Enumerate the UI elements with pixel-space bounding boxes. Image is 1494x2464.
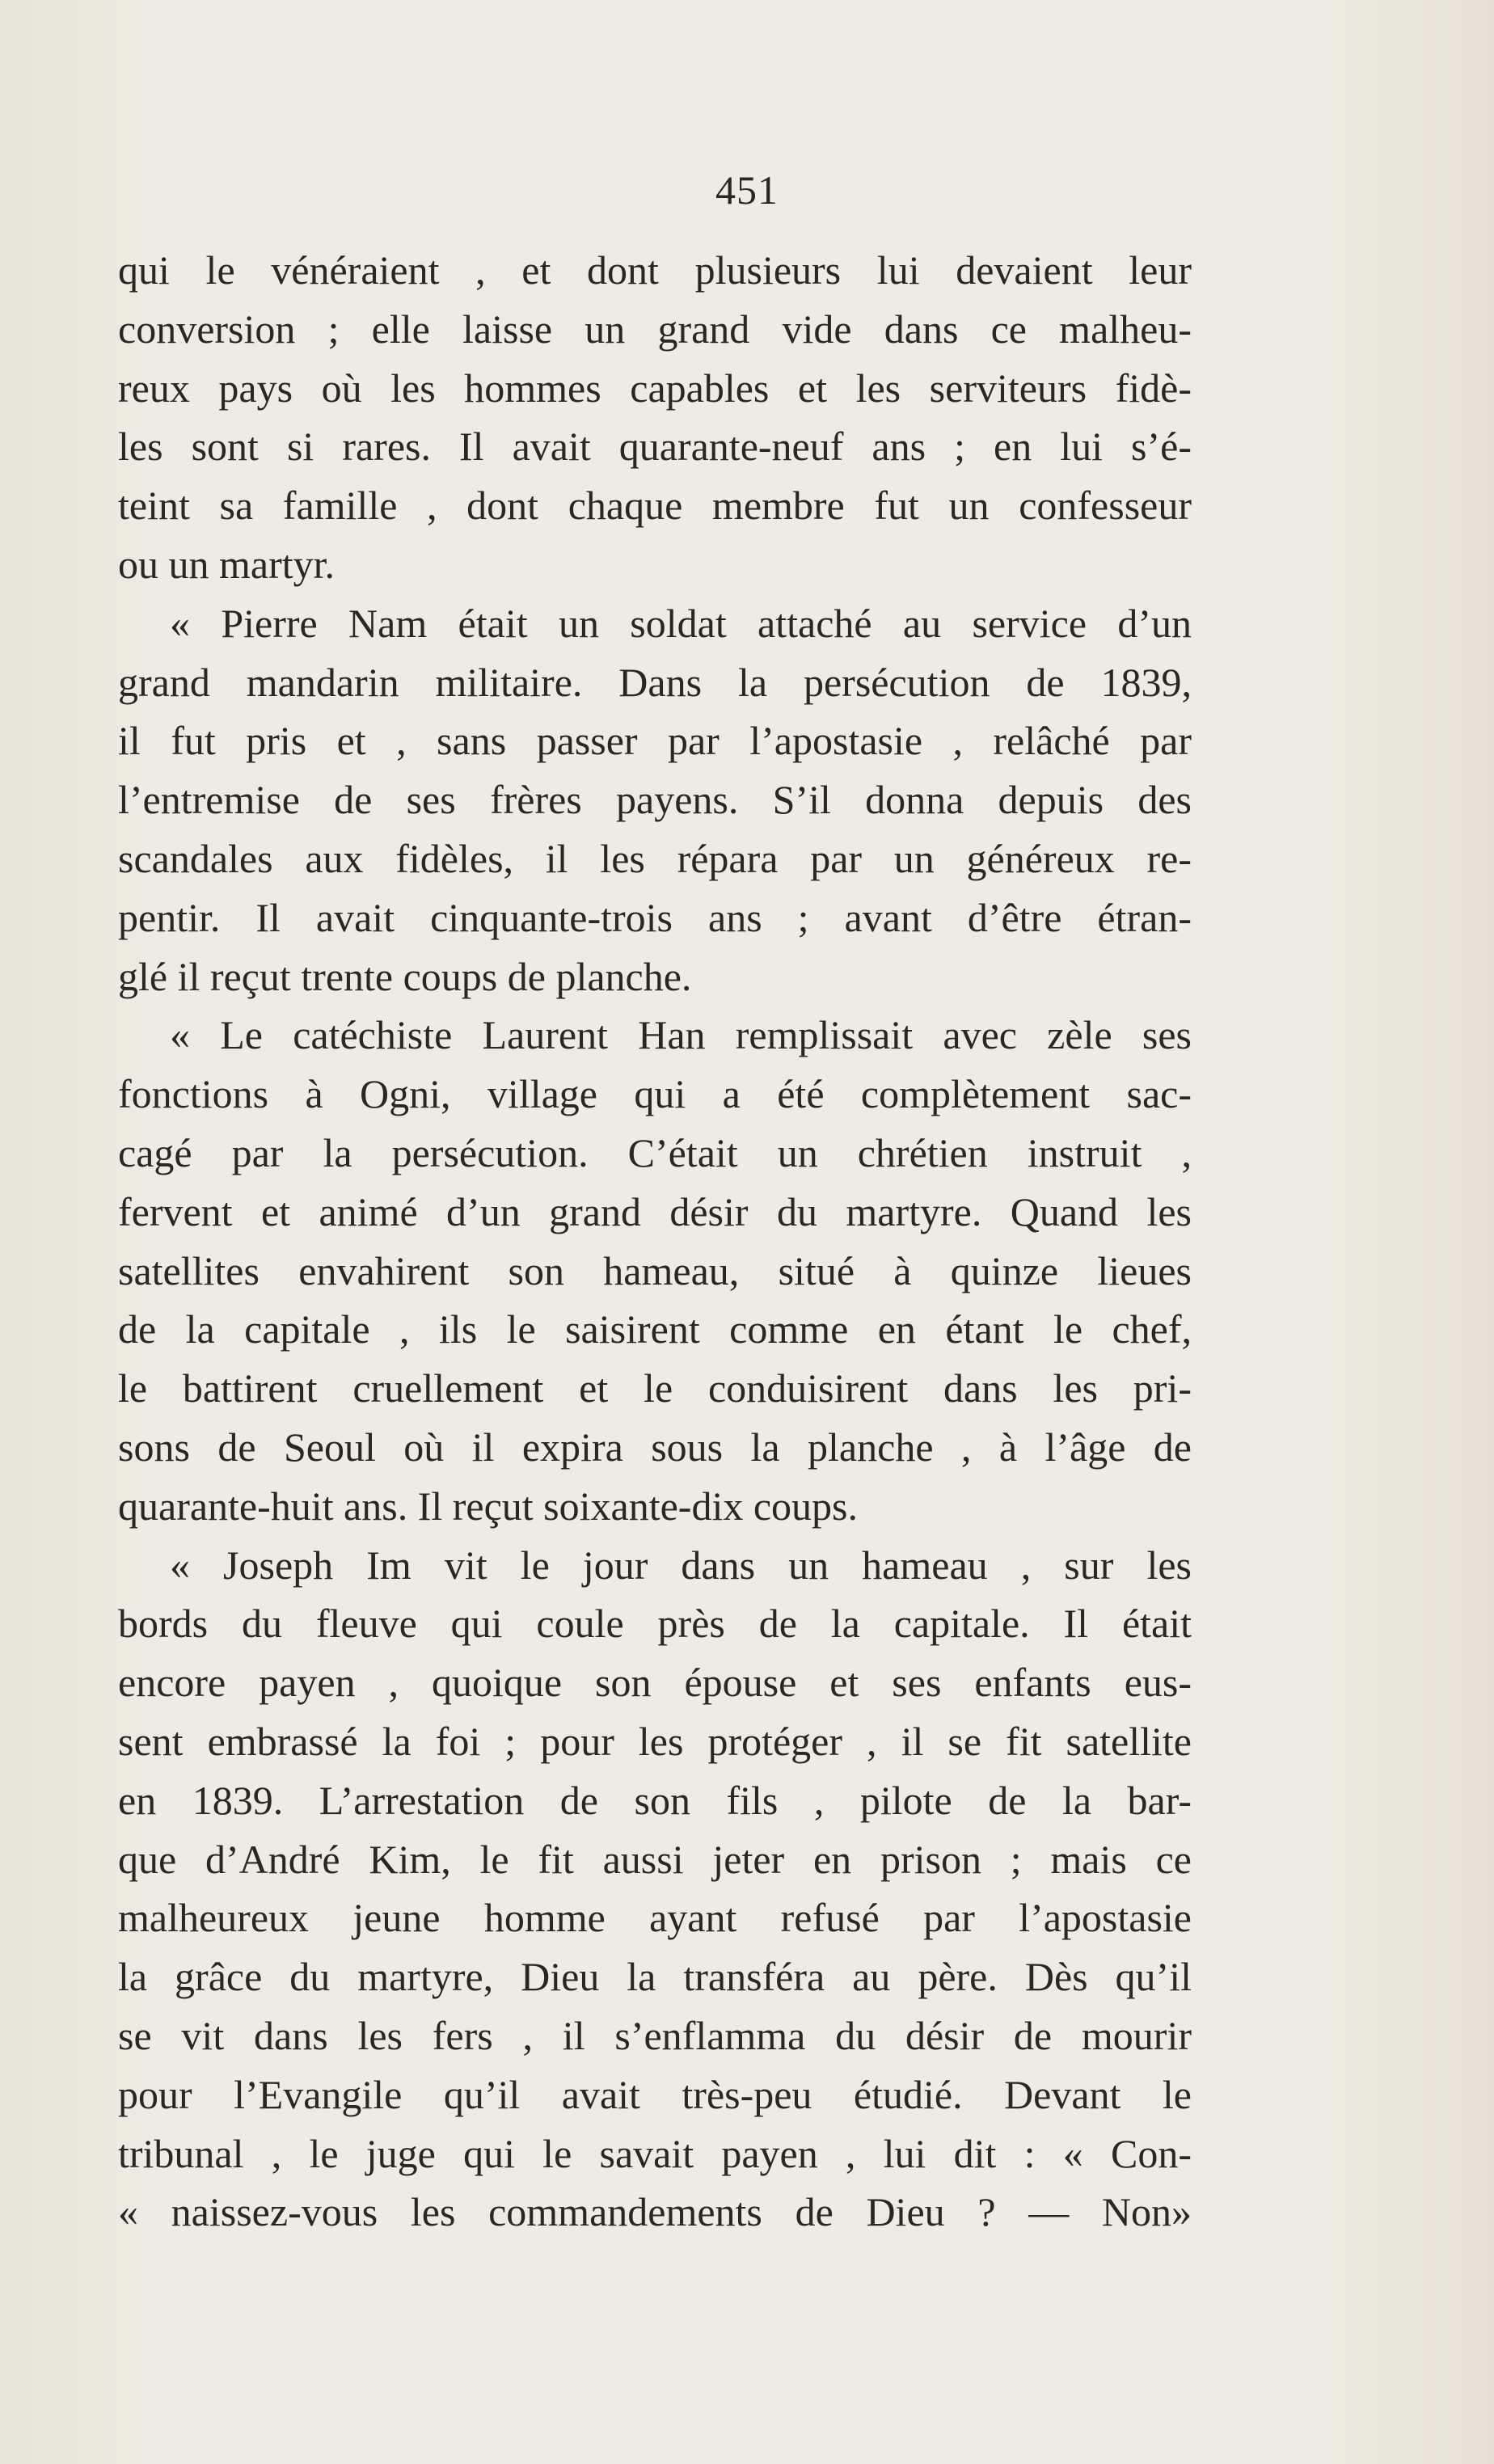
text-line: conversion ; elle laisse un grand vide dans ce malheu- [118, 306, 1192, 352]
text-line: « Joseph Im vit le jour dans un hameau , sur les [170, 1542, 1192, 1588]
text-line: « Pierre Nam était un soldat attaché au service d’un [170, 600, 1192, 646]
text-line: bords du fleuve qui coule près de la capitale. Il était [118, 1601, 1192, 1647]
text-line: se vit dans les fers , il s’enflamma du désir de mourir [118, 2012, 1192, 2058]
text-line: pour l’Evangile qu’il avait très-peu étudié. Devant le [118, 2071, 1192, 2117]
text-line: de la capitale , ils le saisirent comme en étant le chef, [118, 1306, 1192, 1352]
page-number: 451 [715, 167, 779, 213]
text-line: pentir. Il avait cinquante-trois ans ; avant d’être étran- [118, 894, 1192, 940]
text-line: « Le catéchiste Laurent Han remplissait avec zèle ses [170, 1012, 1192, 1058]
text-line: grand mandarin militaire. Dans la persécution de 1839, [118, 659, 1192, 705]
text-line: encore payen , quoique son épouse et ses enfants eus- [118, 1660, 1192, 1706]
text-line: en 1839. L’arrestation de son fils , pilote de la bar- [118, 1777, 1192, 1823]
text-line: qui le vénéraient , et dont plusieurs lui devaient leur [118, 247, 1192, 293]
text-line: cagé par la persécution. C’était un chrétien instruit , [118, 1129, 1192, 1175]
body-text [118, 241, 1192, 2242]
text-line: il fut pris et , sans passer par l’apostasie , relâché par [118, 718, 1192, 764]
text-line: « naissez-vous les commandements de Dieu ? — Non» [118, 2189, 1192, 2235]
text-line: teint sa famille , dont chaque membre fut un confesseur [118, 483, 1192, 529]
text-line: la grâce du martyre, Dieu la transféra au père. Dès qu’il [118, 1954, 1192, 2000]
text-line: satellites envahirent son hameau, situé à quinze lieues [118, 1247, 1192, 1293]
text-line: glé il reçut trente coups de planche. [118, 953, 692, 999]
text-line: quarante-huit ans. Il reçut soixante-dix coups. [118, 1483, 858, 1529]
text-line: scandales aux fidèles, il les répara par un généreux re- [118, 835, 1192, 881]
text-line: reux pays où les hommes capables et les serviteurs fidè- [118, 365, 1192, 411]
text-line: malheureux jeune homme ayant refusé par l’apostasie [118, 1895, 1192, 1941]
text-line: les sont si rares. Il avait quarante-neuf ans ; en lui s’é- [118, 424, 1192, 470]
text-line: que d’André Kim, le fit aussi jeter en prison ; mais ce [118, 1836, 1192, 1882]
text-line: ou un martyr. [118, 541, 336, 587]
text-line: fonctions à Ogni, village qui a été complètement sac- [118, 1071, 1192, 1117]
text-line: le battirent cruellement et le conduisirent dans les pri- [118, 1365, 1192, 1411]
text-line: l’entremise de ses frères payens. S’il donna depuis des [118, 777, 1192, 823]
text-line: sons de Seoul où il expira sous la planche , à l’âge de [118, 1424, 1192, 1470]
text-line: sent embrassé la foi ; pour les protéger , il se fit satellite [118, 1718, 1192, 1764]
text-line: tribunal , le juge qui le savait payen , lui dit : « Con- [118, 2130, 1192, 2176]
text-line: fervent et animé d’un grand désir du martyre. Quand les [118, 1188, 1192, 1234]
